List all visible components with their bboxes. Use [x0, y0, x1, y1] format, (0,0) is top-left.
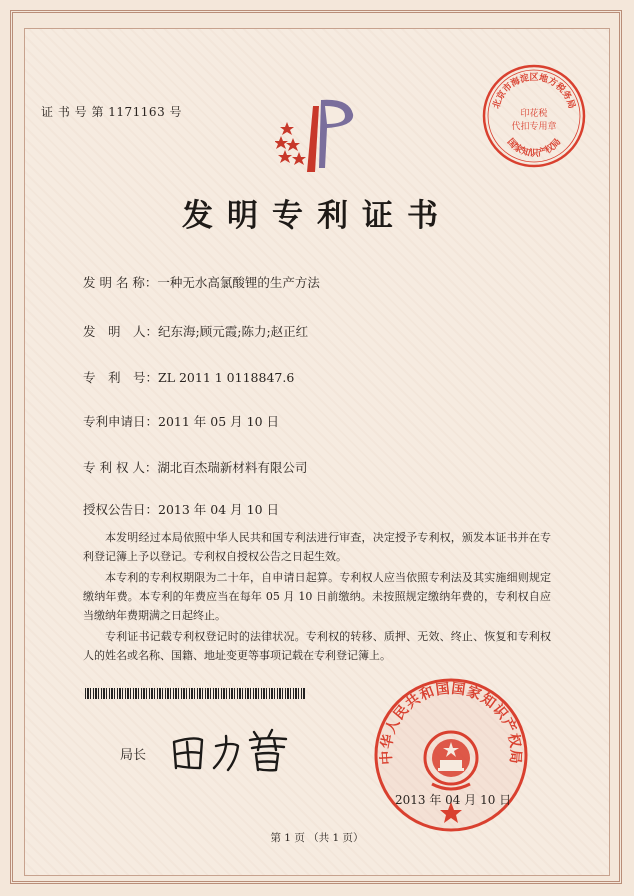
director-signature — [168, 724, 300, 774]
page-number: 第 1 页 （共 1 页） — [270, 832, 364, 844]
certificate-number: 证 书 号 第 1171163 号 — [41, 105, 183, 119]
filing-date-row — [83, 412, 279, 430]
inventors-value: 纪东海;顾元霞;陈力;赵正红 — [158, 324, 309, 339]
certificate-body — [83, 528, 551, 665]
body-paragraph: 本发明经过本局依照中华人民共和国专利法进行审查，决定授予专利权，颁发本证书并在专利登记簿上予以登记。专利权自授权公告之日起生效。 — [83, 531, 551, 563]
inventors-row — [83, 322, 308, 340]
grant-date-label: 授权公告日： — [83, 502, 159, 517]
main-seal-text: 中华人民共和国国家知识产权局 — [378, 680, 524, 766]
invention-name-value: 一种无水高氯酸锂的生产方法 — [157, 275, 320, 290]
issue-date: 2013 年 04 月 10 日 — [395, 793, 512, 807]
barcode — [85, 688, 305, 699]
patent-number-label: 专 利 号： — [83, 370, 159, 385]
filing-date-label: 专利申请日： — [83, 414, 159, 429]
patentee-label: 专 利 权 人： — [83, 460, 158, 475]
grant-date-value: 2013 年 04 月 10 日 — [158, 502, 280, 517]
body-paragraph: 本专利的专利权期限为二十年，自申请日起算。专利权人应当依照专利法及其实施细则规定缴纳年费。本专利的年费应当在每年 05 月 10 日前缴纳。未按照规定缴纳年费的，专利权自应当缴纳年费期满之日起终止。 — [83, 571, 551, 622]
patentee-value: 湖北百杰瑞新材料有限公司 — [157, 460, 308, 475]
director-label: 局长 — [120, 748, 147, 763]
certificate-title: 发明专利证书 — [182, 198, 452, 234]
body-paragraph: 专利证书记载专利权登记时的法律状况。专利权的转移、质押、无效、终止、恢复和专利权人的姓名或名称、国籍、地址变更等事项记载在专利登记簿上。 — [83, 630, 551, 662]
invention-name-row — [83, 273, 320, 291]
top-seal-outer-text: 北京市海淀区地方税务局 — [491, 73, 577, 111]
svg-text:国家知识产权局 — [505, 136, 563, 159]
filing-date-value: 2011 年 05 月 10 日 — [158, 414, 280, 429]
patentee-row — [83, 458, 307, 476]
tax-stamp-seal — [480, 62, 588, 170]
top-seal-line2: 代扣专用章 — [511, 122, 557, 132]
top-seal-line1: 印花税 — [520, 109, 548, 119]
top-seal-bottom-text: 国家知识产权局 — [504, 137, 564, 159]
patent-number-row — [83, 368, 294, 386]
patent-office-logo — [275, 92, 361, 174]
inventors-label: 发 明 人： — [83, 324, 159, 339]
grant-date-row — [83, 500, 279, 518]
national-ip-office-seal — [372, 676, 530, 834]
invention-name-label: 发 明 名 称： — [83, 275, 158, 290]
patent-number-value: ZL 2011 1 0118847.6 — [158, 370, 295, 385]
